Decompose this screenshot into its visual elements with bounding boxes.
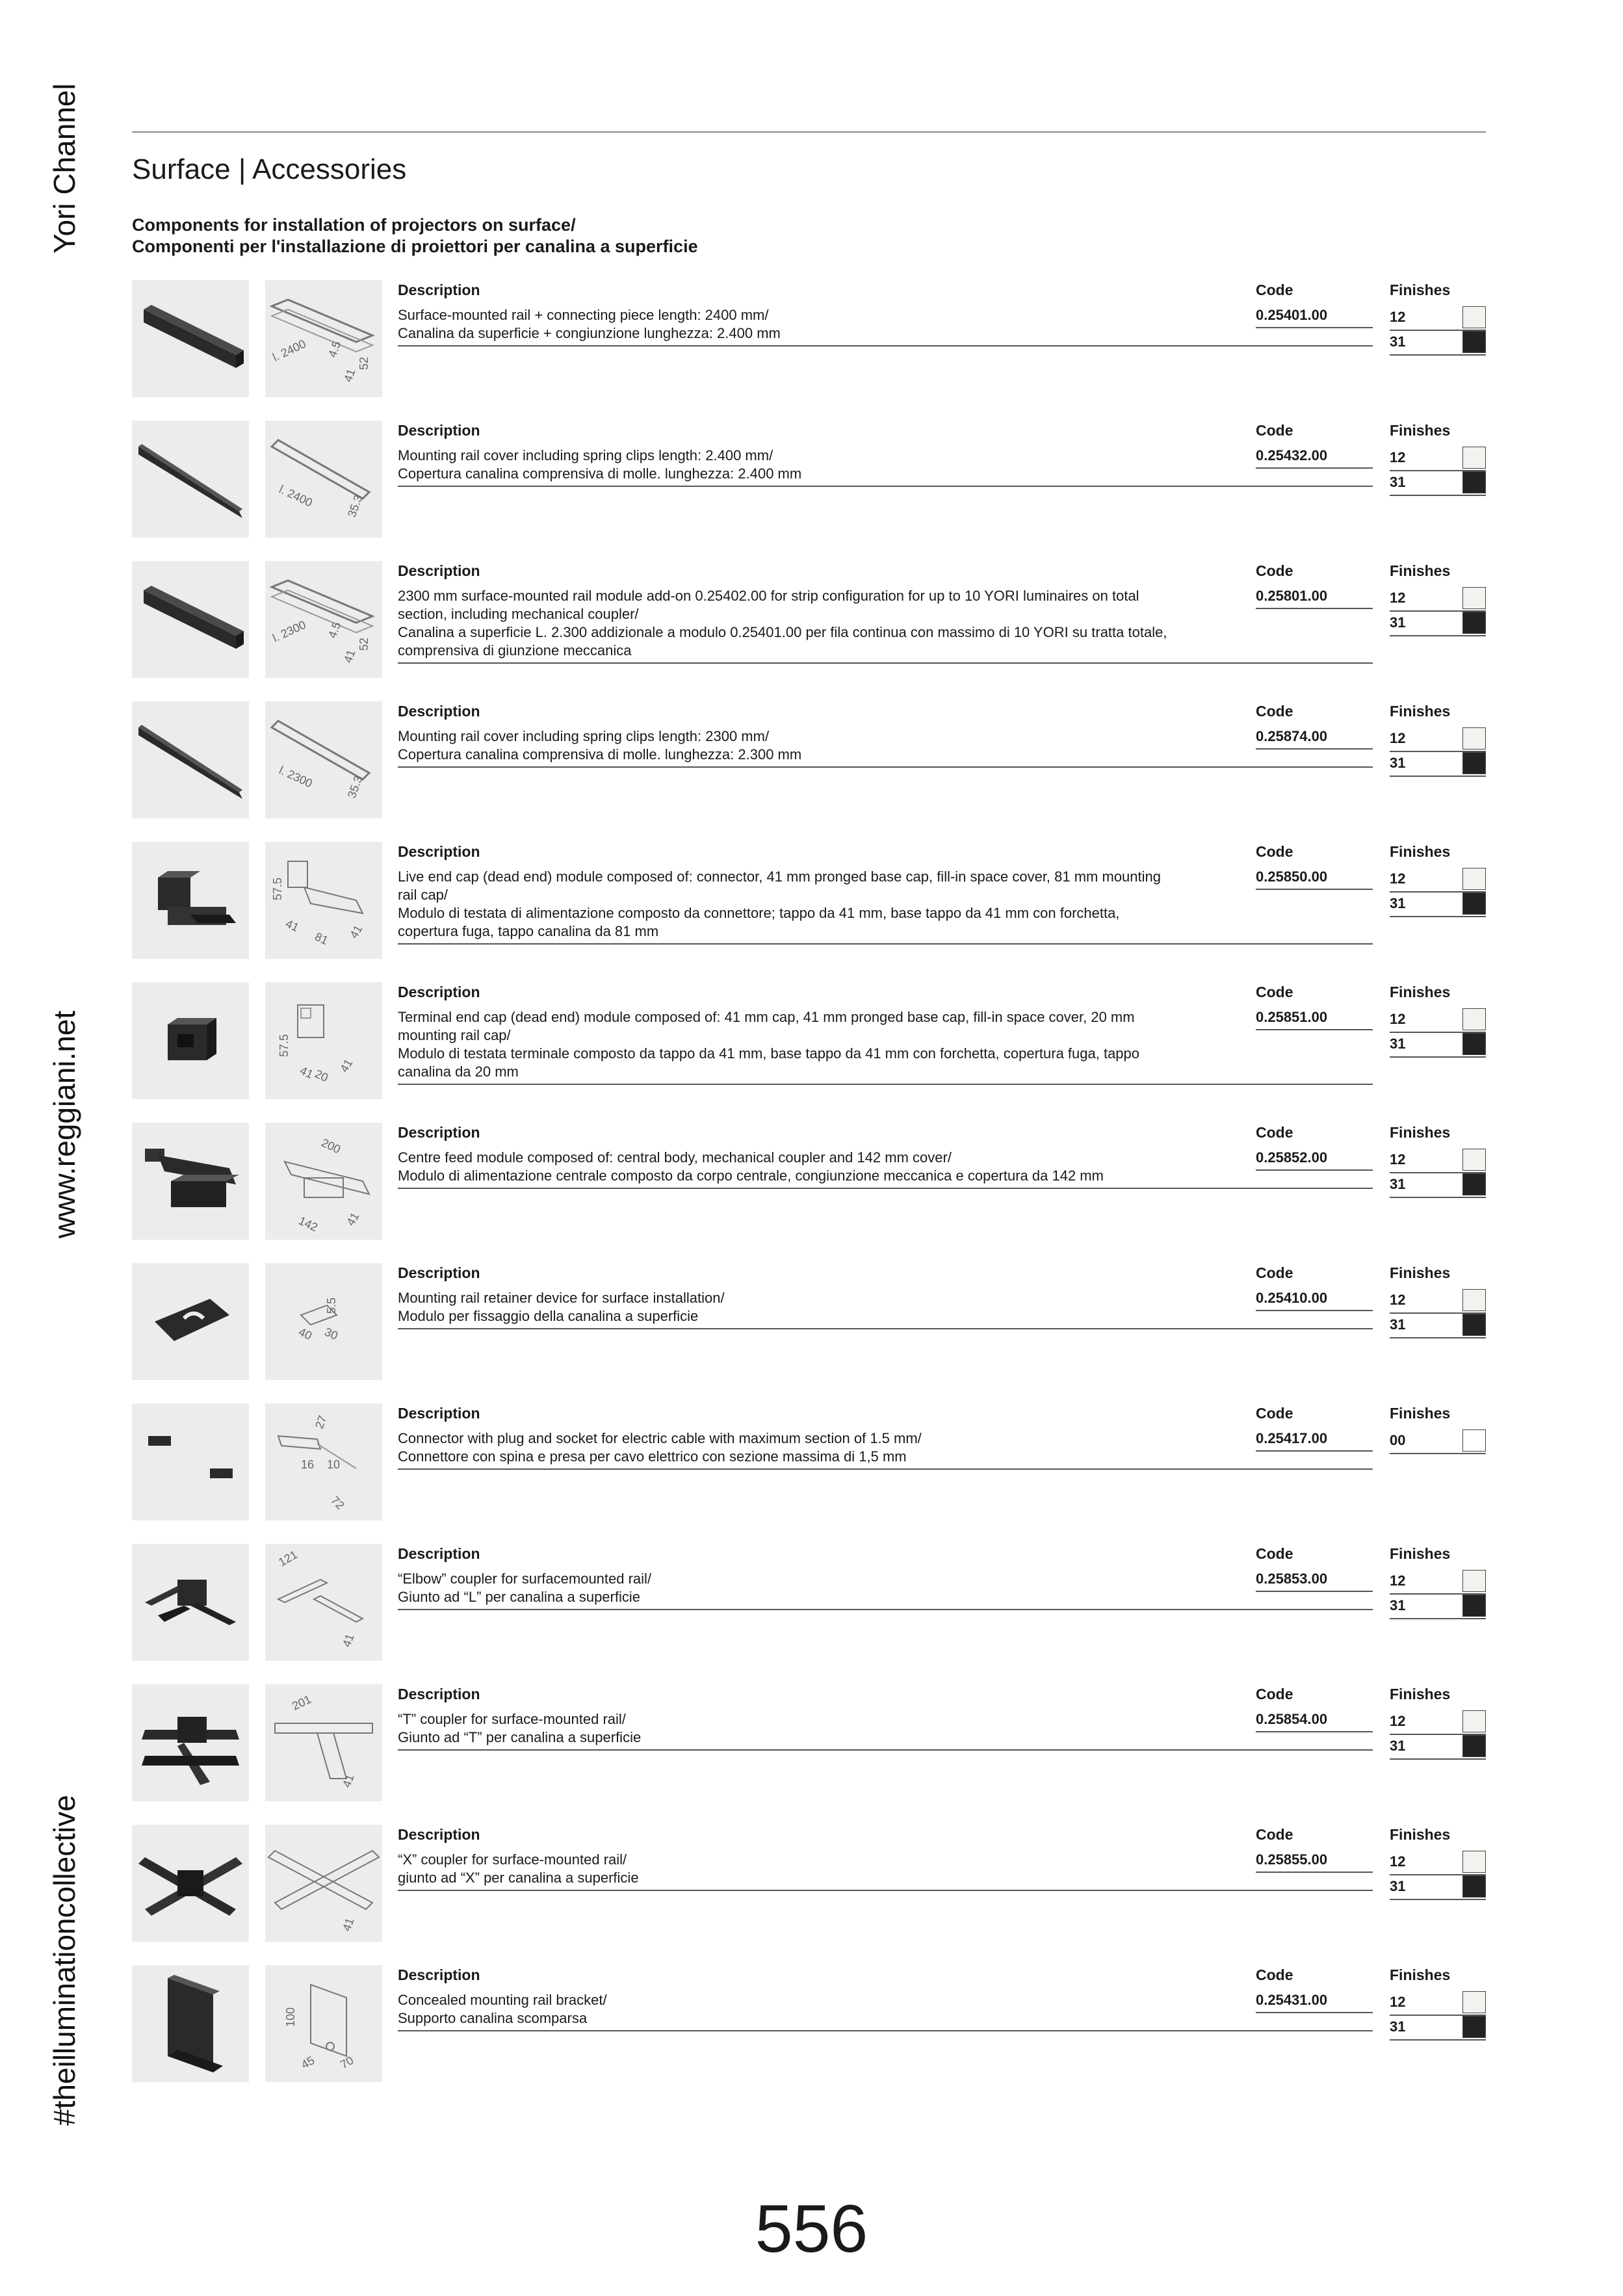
finish-swatch bbox=[1462, 1008, 1486, 1030]
description-header: Description bbox=[398, 1686, 480, 1702]
dimension-label: 142 bbox=[296, 1214, 320, 1234]
code-header: Code bbox=[1256, 1966, 1293, 1983]
connector-drawing-icon bbox=[265, 1403, 382, 1520]
centre-feed-photo-icon bbox=[132, 1123, 249, 1240]
code-value: 0.25401.00 bbox=[1256, 306, 1373, 328]
code-value: 0.25801.00 bbox=[1256, 587, 1373, 609]
straight-rail-photo-icon bbox=[132, 280, 249, 397]
intro-english: Components for installation of projectors on surface/ bbox=[132, 215, 576, 235]
t-coupler-drawing-icon bbox=[265, 1684, 382, 1801]
elbow-coupler-photo-icon bbox=[132, 1544, 249, 1661]
finish-swatch bbox=[1462, 1595, 1486, 1617]
description-line: Modulo di testata di alimentazione composto da connettore; tappo da 41 mm, base tappo da 41 mm con forchetta, bbox=[398, 905, 1120, 921]
dimension-label: 57.5 bbox=[278, 1034, 291, 1057]
description-text bbox=[398, 587, 1373, 664]
page-number: 556 bbox=[755, 2191, 868, 2267]
product-finishes bbox=[1390, 842, 1486, 917]
description-text bbox=[398, 1289, 1373, 1329]
dimension-label: 41 bbox=[337, 1056, 356, 1075]
dimension-label: 41 bbox=[283, 917, 301, 935]
finish-code: 31 bbox=[1390, 1036, 1406, 1052]
product-finishes bbox=[1390, 1965, 1486, 2041]
description-text bbox=[398, 447, 1373, 487]
dimension-label: 35.3 bbox=[344, 493, 365, 519]
product-code bbox=[1256, 1965, 1373, 2013]
product-finishes bbox=[1390, 1684, 1486, 1760]
finish-swatch bbox=[1462, 1851, 1486, 1873]
dimension-label: 57.5 bbox=[271, 877, 284, 900]
product-row bbox=[132, 1684, 1486, 1825]
bracket-drawing-icon bbox=[265, 1965, 382, 2082]
dimension-label: 41 bbox=[339, 1916, 357, 1933]
finishes-header: Finishes bbox=[1390, 703, 1451, 720]
finish-option bbox=[1390, 1033, 1486, 1058]
finish-swatch bbox=[1462, 1991, 1486, 2013]
description-line: Mounting rail retainer device for surface installation/ bbox=[398, 1290, 725, 1306]
description-text bbox=[398, 1710, 1373, 1751]
finishes-header: Finishes bbox=[1390, 1405, 1451, 1422]
finish-code: 12 bbox=[1390, 1011, 1406, 1027]
description-line: “Elbow” coupler for surfacemounted rail/ bbox=[398, 1571, 652, 1587]
finish-swatch bbox=[1462, 471, 1486, 493]
finish-code: 12 bbox=[1390, 730, 1406, 746]
dimension-label: l. 2400 bbox=[277, 482, 315, 510]
product-row bbox=[132, 1825, 1486, 1965]
finish-code: 31 bbox=[1390, 333, 1406, 350]
product-code bbox=[1256, 421, 1373, 469]
dimension-label: 5.5 bbox=[325, 1297, 338, 1314]
finish-option bbox=[1390, 727, 1486, 752]
product-description bbox=[398, 1544, 1373, 1610]
product-row bbox=[132, 1544, 1486, 1684]
description-line: Canalina da superficie + congiunzione lunghezza: 2.400 mm bbox=[398, 325, 781, 341]
product-code bbox=[1256, 1403, 1373, 1452]
description-header: Description bbox=[398, 1826, 480, 1843]
dimension-label: 27 bbox=[312, 1413, 330, 1431]
finish-code: 12 bbox=[1390, 449, 1406, 465]
dimension-label: 4.5 bbox=[325, 620, 344, 640]
code-value: 0.25853.00 bbox=[1256, 1570, 1373, 1592]
finishes-header: Finishes bbox=[1390, 422, 1451, 439]
finishes-header: Finishes bbox=[1390, 1966, 1451, 1983]
product-code bbox=[1256, 1684, 1373, 1732]
description-text bbox=[398, 1570, 1373, 1610]
finish-option bbox=[1390, 2016, 1486, 2041]
code-value: 0.25874.00 bbox=[1256, 727, 1373, 750]
finish-option bbox=[1390, 1289, 1486, 1314]
product-description bbox=[398, 1825, 1373, 1891]
dimension-label: 4.5 bbox=[325, 339, 344, 359]
code-value: 0.25850.00 bbox=[1256, 868, 1373, 890]
finish-option bbox=[1390, 1710, 1486, 1735]
product-row bbox=[132, 842, 1486, 982]
section-intro bbox=[132, 215, 698, 257]
dimension-label: 41 bbox=[341, 367, 358, 384]
finish-option bbox=[1390, 1991, 1486, 2016]
dimension-label: l. 2300 bbox=[277, 763, 315, 790]
dimension-label: 201 bbox=[290, 1692, 313, 1713]
finishes-header: Finishes bbox=[1390, 1545, 1451, 1562]
product-row bbox=[132, 982, 1486, 1123]
description-line: mounting rail cap/ bbox=[398, 1027, 511, 1043]
code-header: Code bbox=[1256, 1405, 1293, 1422]
dimension-label: 41 bbox=[347, 922, 365, 941]
description-header: Description bbox=[398, 843, 480, 860]
product-code bbox=[1256, 561, 1373, 609]
finish-code: 12 bbox=[1390, 1151, 1406, 1168]
product-description bbox=[398, 982, 1373, 1085]
description-line: Terminal end cap (dead end) module composed of: 41 mm cap, 41 mm pronged base cap, fill-in space cover, 20 mm bbox=[398, 1009, 1135, 1025]
description-line: copertura fuga, tappo canalina da 81 mm bbox=[398, 923, 659, 939]
finish-swatch bbox=[1462, 1314, 1486, 1336]
product-code bbox=[1256, 280, 1373, 328]
finish-option bbox=[1390, 1008, 1486, 1033]
finish-swatch bbox=[1462, 587, 1486, 609]
description-header: Description bbox=[398, 1124, 480, 1141]
finish-option bbox=[1390, 306, 1486, 331]
product-code bbox=[1256, 1544, 1373, 1592]
description-header: Description bbox=[398, 703, 480, 720]
description-line: comprensiva di giunzione meccanica bbox=[398, 642, 632, 659]
description-line: Mounting rail cover including spring clips length: 2.400 mm/ bbox=[398, 447, 773, 463]
description-text bbox=[398, 1991, 1373, 2031]
t-coupler-photo-icon bbox=[132, 1684, 249, 1801]
finish-code: 31 bbox=[1390, 614, 1406, 631]
description-header: Description bbox=[398, 562, 480, 579]
connector-photo-icon bbox=[132, 1403, 249, 1520]
description-text bbox=[398, 727, 1373, 768]
description-line: rail cap/ bbox=[398, 887, 448, 903]
code-value: 0.25854.00 bbox=[1256, 1710, 1373, 1732]
finish-code: 12 bbox=[1390, 1853, 1406, 1870]
finish-code: 31 bbox=[1390, 1738, 1406, 1754]
finish-option bbox=[1390, 752, 1486, 777]
code-value: 0.25855.00 bbox=[1256, 1851, 1373, 1873]
x-coupler-photo-icon bbox=[132, 1825, 249, 1942]
description-line: Supporto canalina scomparsa bbox=[398, 2010, 588, 2026]
finish-option bbox=[1390, 1570, 1486, 1595]
product-row bbox=[132, 1263, 1486, 1403]
rail-cover-drawing-icon bbox=[265, 701, 382, 818]
dimension-label: 121 bbox=[276, 1548, 300, 1569]
finish-option bbox=[1390, 587, 1486, 612]
retainer-drawing-icon bbox=[265, 1263, 382, 1380]
rail-cover-drawing-icon bbox=[265, 421, 382, 538]
finish-code: 31 bbox=[1390, 895, 1406, 911]
finish-swatch bbox=[1462, 727, 1486, 750]
bracket-photo-icon bbox=[132, 1965, 249, 2082]
finish-swatch bbox=[1462, 612, 1486, 634]
elbow-coupler-drawing-icon bbox=[265, 1544, 382, 1661]
product-code bbox=[1256, 701, 1373, 750]
finishes-header: Finishes bbox=[1390, 562, 1451, 579]
finish-swatch bbox=[1462, 306, 1486, 328]
code-value: 0.25417.00 bbox=[1256, 1429, 1373, 1452]
product-description bbox=[398, 1123, 1373, 1189]
code-value: 0.25410.00 bbox=[1256, 1289, 1373, 1311]
finish-code: 00 bbox=[1390, 1432, 1406, 1448]
product-finishes bbox=[1390, 1263, 1486, 1338]
product-code bbox=[1256, 1825, 1373, 1873]
finish-option bbox=[1390, 331, 1486, 356]
description-line: canalina da 20 mm bbox=[398, 1063, 519, 1080]
description-line: Connector with plug and socket for electric cable with maximum section of 1.5 mm/ bbox=[398, 1430, 922, 1446]
dimension-label: 16 bbox=[301, 1458, 315, 1471]
finish-code: 31 bbox=[1390, 1316, 1406, 1333]
dimension-label: 41 bbox=[298, 1063, 315, 1082]
end-cap-live-drawing-icon bbox=[265, 842, 382, 959]
description-line: section, including mechanical coupler/ bbox=[398, 606, 639, 622]
dimension-label: 70 bbox=[338, 2054, 356, 2072]
retainer-photo-icon bbox=[132, 1263, 249, 1380]
hashtag-label: #theilluminationcollective bbox=[47, 1795, 81, 2126]
description-line: Live end cap (dead end) module composed of: connector, 41 mm pronged base cap, fill-in space cover, 81 mm mounting bbox=[398, 868, 1162, 885]
code-header: Code bbox=[1256, 1545, 1293, 1562]
finish-swatch bbox=[1462, 331, 1486, 353]
finish-swatch bbox=[1462, 868, 1486, 890]
description-text bbox=[398, 1851, 1373, 1891]
product-description bbox=[398, 1965, 1373, 2031]
finish-swatch bbox=[1462, 1149, 1486, 1171]
dimension-label: l. 2400 bbox=[270, 337, 308, 364]
description-line: Surface-mounted rail + connecting piece length: 2400 mm/ bbox=[398, 307, 769, 323]
dimension-label: 100 bbox=[284, 2007, 297, 2027]
code-header: Code bbox=[1256, 422, 1293, 439]
product-description bbox=[398, 421, 1373, 487]
finish-swatch bbox=[1462, 447, 1486, 469]
description-line: Canalina a superficie L. 2.300 addizionale a modulo 0.25401.00 per fila continua con massimo di 10 YORI su tratta totale, bbox=[398, 624, 1167, 640]
finish-swatch bbox=[1462, 893, 1486, 915]
finish-code: 31 bbox=[1390, 1176, 1406, 1192]
description-text bbox=[398, 1008, 1373, 1085]
finish-code: 12 bbox=[1390, 1572, 1406, 1589]
description-text bbox=[398, 306, 1373, 346]
finish-code: 12 bbox=[1390, 1713, 1406, 1729]
product-description bbox=[398, 280, 1373, 346]
dimension-label: 81 bbox=[313, 930, 330, 948]
description-line: Giunto ad “L” per canalina a superficie bbox=[398, 1589, 640, 1605]
finishes-header: Finishes bbox=[1390, 281, 1451, 298]
description-line: Mounting rail cover including spring clips length: 2300 mm/ bbox=[398, 728, 770, 744]
finish-code: 31 bbox=[1390, 2018, 1406, 2035]
dimension-label: 30 bbox=[322, 1325, 340, 1343]
finish-swatch bbox=[1462, 1875, 1486, 1898]
description-header: Description bbox=[398, 1966, 480, 1983]
finish-swatch bbox=[1462, 752, 1486, 774]
description-line: Modulo di testata terminale composto da tappo da 41 mm, base tappo da 41 mm con forchetta, copertura fuga, tappo bbox=[398, 1045, 1140, 1062]
code-value: 0.25852.00 bbox=[1256, 1149, 1373, 1171]
finish-swatch bbox=[1462, 1429, 1486, 1452]
product-row bbox=[132, 1403, 1486, 1544]
product-finishes bbox=[1390, 1123, 1486, 1198]
description-line: Centre feed module composed of: central body, mechanical coupler and 142 mm cover/ bbox=[398, 1149, 952, 1166]
finish-swatch bbox=[1462, 1033, 1486, 1055]
finish-option bbox=[1390, 1429, 1486, 1454]
code-header: Code bbox=[1256, 562, 1293, 579]
product-row bbox=[132, 1965, 1486, 2106]
description-text bbox=[398, 1149, 1373, 1189]
description-header: Description bbox=[398, 281, 480, 298]
code-header: Code bbox=[1256, 281, 1293, 298]
product-finishes bbox=[1390, 280, 1486, 356]
description-line: Concealed mounting rail bracket/ bbox=[398, 1992, 607, 2008]
description-line: “X” coupler for surface-mounted rail/ bbox=[398, 1851, 627, 1868]
finish-option bbox=[1390, 893, 1486, 917]
finish-code: 31 bbox=[1390, 474, 1406, 490]
dimension-label: 200 bbox=[319, 1136, 343, 1156]
dimension-label: 10 bbox=[327, 1458, 341, 1471]
x-coupler-drawing-icon bbox=[265, 1825, 382, 1942]
description-text bbox=[398, 868, 1373, 945]
product-code bbox=[1256, 1123, 1373, 1171]
description-line: “T” coupler for surface-mounted rail/ bbox=[398, 1711, 626, 1727]
dimension-label: 52 bbox=[357, 356, 370, 370]
finish-code: 31 bbox=[1390, 1597, 1406, 1613]
code-header: Code bbox=[1256, 1826, 1293, 1843]
page-title: Surface | Accessories bbox=[132, 153, 407, 185]
finishes-header: Finishes bbox=[1390, 843, 1451, 860]
finish-code: 12 bbox=[1390, 1292, 1406, 1308]
collection-label: Yori Channel bbox=[47, 83, 81, 254]
description-line: Modulo di alimentazione centrale composto da corpo centrale, congiunzione meccanica e copertura da 142 mm bbox=[398, 1168, 1104, 1184]
product-finishes bbox=[1390, 561, 1486, 636]
product-row bbox=[132, 701, 1486, 842]
finish-code: 31 bbox=[1390, 755, 1406, 771]
finish-option bbox=[1390, 1173, 1486, 1198]
description-text bbox=[398, 1429, 1373, 1470]
dimension-label: 35.3 bbox=[344, 774, 365, 800]
finish-code: 12 bbox=[1390, 309, 1406, 325]
end-cap-live-photo-icon bbox=[132, 842, 249, 959]
centre-feed-drawing-icon bbox=[265, 1123, 382, 1240]
straight-rail-drawing-icon bbox=[265, 280, 382, 397]
code-header: Code bbox=[1256, 1124, 1293, 1141]
finishes-header: Finishes bbox=[1390, 1686, 1451, 1702]
description-line: Modulo per fissaggio della canalina a superficie bbox=[398, 1308, 699, 1324]
product-finishes bbox=[1390, 1825, 1486, 1900]
finish-option bbox=[1390, 1851, 1486, 1875]
dimension-label: 41 bbox=[339, 1632, 357, 1649]
dimension-label: 72 bbox=[328, 1493, 347, 1512]
description-header: Description bbox=[398, 1405, 480, 1422]
product-description bbox=[398, 1263, 1373, 1329]
description-line: Giunto ad “T” per canalina a superficie bbox=[398, 1729, 642, 1745]
dimension-label: 41 bbox=[339, 1772, 357, 1790]
description-header: Description bbox=[398, 984, 480, 1000]
finish-option bbox=[1390, 471, 1486, 496]
product-list bbox=[132, 280, 1486, 2106]
product-row bbox=[132, 280, 1486, 421]
product-finishes bbox=[1390, 421, 1486, 496]
rail-cover-photo-icon bbox=[132, 701, 249, 818]
description-header: Description bbox=[398, 1545, 480, 1562]
dimension-label: 52 bbox=[357, 637, 370, 651]
product-finishes bbox=[1390, 701, 1486, 777]
finish-option bbox=[1390, 1595, 1486, 1619]
product-code bbox=[1256, 982, 1373, 1030]
product-description bbox=[398, 842, 1373, 945]
finish-option bbox=[1390, 1149, 1486, 1173]
intro-italian: Componenti per l'installazione di proiettori per canalina a superficie bbox=[132, 237, 698, 256]
finish-code: 12 bbox=[1390, 1994, 1406, 2010]
product-description bbox=[398, 701, 1373, 768]
finish-option bbox=[1390, 1875, 1486, 1900]
description-header: Description bbox=[398, 1264, 480, 1281]
finish-code: 31 bbox=[1390, 1878, 1406, 1894]
product-finishes bbox=[1390, 1403, 1486, 1454]
code-value: 0.25431.00 bbox=[1256, 1991, 1373, 2013]
finish-option bbox=[1390, 1735, 1486, 1760]
finish-option bbox=[1390, 868, 1486, 893]
description-line: giunto ad “X” per canalina a superficie bbox=[398, 1870, 639, 1886]
description-line: Copertura canalina comprensiva di molle. lunghezza: 2.400 mm bbox=[398, 465, 802, 482]
finish-option bbox=[1390, 1314, 1486, 1338]
finishes-header: Finishes bbox=[1390, 984, 1451, 1000]
finish-swatch bbox=[1462, 1173, 1486, 1195]
description-line: 2300 mm surface-mounted rail module add-on 0.25402.00 for strip configuration for up to 10 YORI luminaires on total bbox=[398, 588, 1139, 604]
finish-swatch bbox=[1462, 1735, 1486, 1757]
product-finishes bbox=[1390, 982, 1486, 1058]
product-row bbox=[132, 1123, 1486, 1263]
product-code bbox=[1256, 1263, 1373, 1311]
finish-code: 12 bbox=[1390, 590, 1406, 606]
dimension-label: 45 bbox=[299, 2054, 317, 2072]
finish-swatch bbox=[1462, 1289, 1486, 1311]
description-line: Connettore con spina e presa per cavo elettrico con sezione massima di 1,5 mm bbox=[398, 1448, 907, 1465]
finish-option bbox=[1390, 612, 1486, 636]
code-header: Code bbox=[1256, 843, 1293, 860]
dimension-label: 40 bbox=[296, 1325, 314, 1343]
finish-swatch bbox=[1462, 2016, 1486, 2038]
product-code bbox=[1256, 842, 1373, 890]
code-value: 0.25851.00 bbox=[1256, 1008, 1373, 1030]
product-row bbox=[132, 561, 1486, 701]
header-rule bbox=[132, 131, 1486, 133]
product-description bbox=[398, 561, 1373, 664]
product-row bbox=[132, 421, 1486, 561]
code-header: Code bbox=[1256, 703, 1293, 720]
end-cap-terminal-photo-icon bbox=[132, 982, 249, 1099]
code-value: 0.25432.00 bbox=[1256, 447, 1373, 469]
product-description bbox=[398, 1403, 1373, 1470]
finishes-header: Finishes bbox=[1390, 1826, 1451, 1843]
dimension-label: l. 2300 bbox=[270, 618, 308, 645]
straight-rail-drawing-icon bbox=[265, 561, 382, 678]
finish-swatch bbox=[1462, 1570, 1486, 1592]
dimension-label: 41 bbox=[344, 1210, 362, 1228]
code-header: Code bbox=[1256, 1264, 1293, 1281]
straight-rail-photo-icon bbox=[132, 561, 249, 678]
finishes-header: Finishes bbox=[1390, 1264, 1451, 1281]
code-header: Code bbox=[1256, 984, 1293, 1000]
dimension-label: 20 bbox=[313, 1067, 330, 1085]
rail-cover-photo-icon bbox=[132, 421, 249, 538]
finish-option bbox=[1390, 447, 1486, 471]
description-header: Description bbox=[398, 422, 480, 439]
finish-code: 12 bbox=[1390, 870, 1406, 887]
dimension-label: 41 bbox=[341, 647, 358, 665]
description-line: Copertura canalina comprensiva di molle. lunghezza: 2.300 mm bbox=[398, 746, 802, 763]
website-link[interactable]: www.reggiani.net bbox=[47, 1010, 81, 1238]
finishes-header: Finishes bbox=[1390, 1124, 1451, 1141]
product-description bbox=[398, 1684, 1373, 1751]
finish-swatch bbox=[1462, 1710, 1486, 1732]
product-finishes bbox=[1390, 1544, 1486, 1619]
code-header: Code bbox=[1256, 1686, 1293, 1702]
end-cap-terminal-drawing-icon bbox=[265, 982, 382, 1099]
